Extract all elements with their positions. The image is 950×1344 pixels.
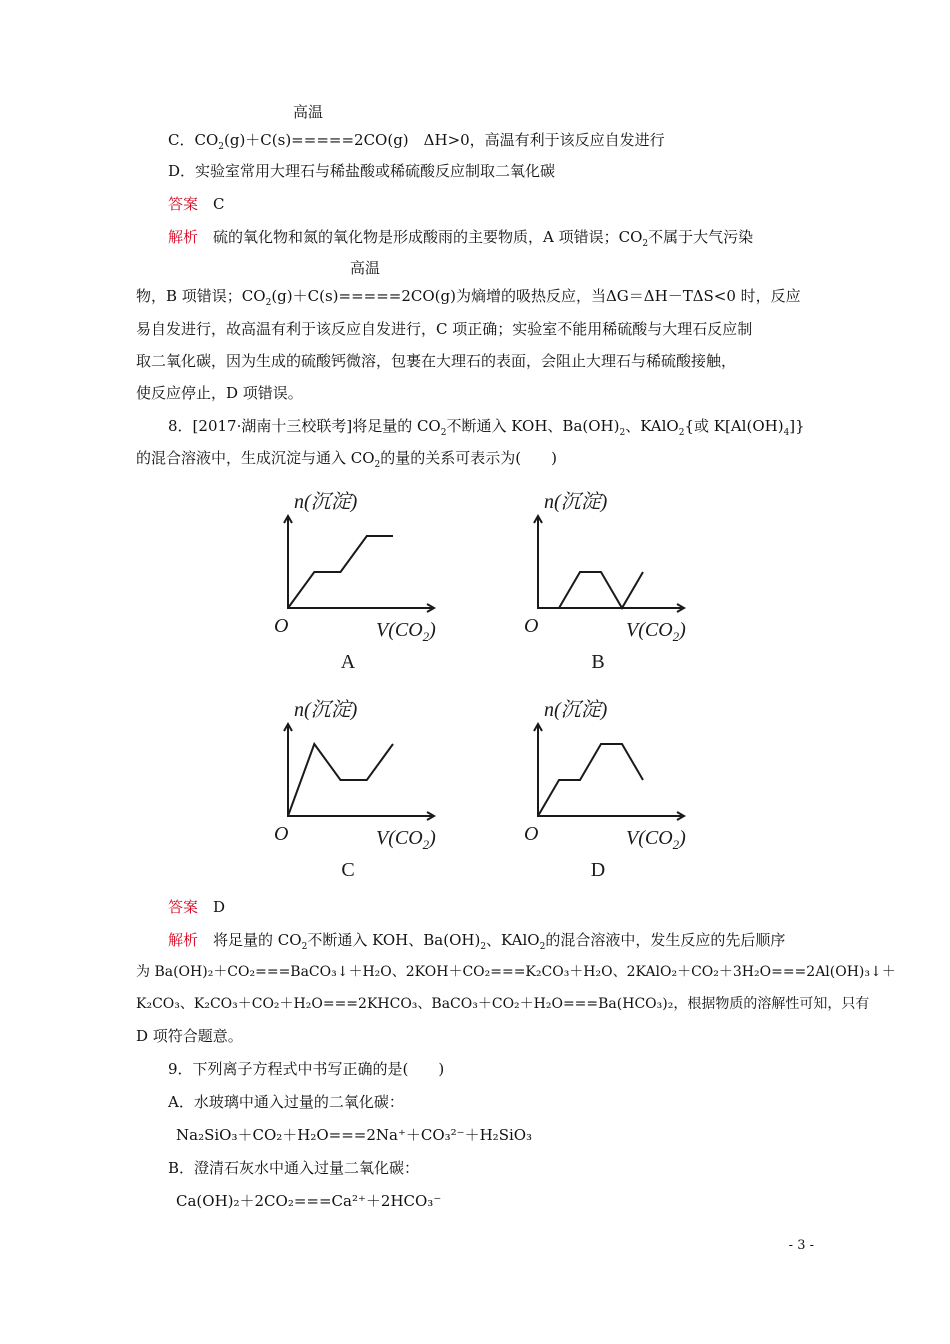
answer-value: D — [213, 898, 226, 916]
q8-analysis-line-2: 为 Ba(OH)₂＋CO₂===BaCO₃↓＋H₂O、2KOH＋CO₂===K₂CO₃＋H₂O、2KAlO₂＋CO₂＋3H₂O===2Al(OH)₃↓＋ — [136, 964, 896, 980]
panel-label: D — [590, 859, 606, 881]
graph-panel-b — [524, 491, 686, 673]
graph-options-figure — [264, 476, 718, 884]
analysis-text: 物，B 项错误；CO — [136, 287, 266, 305]
analysis-text: 硫的氧化物和氮的氧化物是形成酸雨的主要物质，A 项错误；CO — [213, 228, 643, 246]
subscript: 2 — [619, 428, 626, 438]
y-axis-label: n(沉淀) — [544, 699, 608, 721]
q8-text: 、KAlO — [625, 417, 679, 435]
q8-analysis-line-1 — [168, 930, 785, 950]
q8-answer-row — [168, 897, 225, 917]
q9-option-b: B．澄清石灰水中通入过量二氧化碳： — [168, 1159, 420, 1177]
q9-option-a: A．水玻璃中通入过量的二氧化碳： — [168, 1093, 404, 1111]
data-line — [538, 744, 643, 816]
analysis-line-4: 取二氧化碳，因为生成的硫酸钙微溶，包裹在大理石的表面，会阻止大理石与稀硫酸接触， — [136, 352, 737, 370]
gaowen-label-2: 高温 — [350, 259, 381, 277]
x-axis-label: $V(CO_2)$ — [626, 827, 686, 852]
subscript: 2 — [265, 298, 272, 308]
subscript: 2 — [440, 428, 447, 438]
subscript: 2 — [374, 460, 381, 470]
graph-options-svg — [264, 476, 718, 884]
option-c — [168, 130, 665, 150]
q8-stem-line-2 — [136, 448, 557, 468]
panel-label: B — [591, 651, 605, 673]
panel-label: C — [341, 859, 355, 881]
y-axis-label: n(沉淀) — [294, 491, 358, 513]
analysis-text-tail: (g)＋C(s)=====2CO(g)为熵增的吸热反应，当ΔG＝ΔH－TΔS<0 时，反应 — [271, 287, 801, 305]
q8-text: ]} — [789, 417, 805, 435]
x-axis-label: $V(CO_2)$ — [376, 827, 436, 852]
answer-row — [168, 194, 225, 214]
analysis-text-tail: 不属于大气污染 — [648, 228, 754, 246]
analysis-text: 将足量的 CO — [213, 931, 302, 949]
page-number: - 3 - — [788, 1238, 814, 1253]
q8-analysis-line-3: K₂CO₃、K₂CO₃＋CO₂＋H₂O===2KHCO₃、BaCO₃＋CO₂＋H₂O===Ba(HCO₃)₂，根据物质的溶解性可知，只有 — [136, 996, 870, 1012]
q8-stem-line-1 — [168, 416, 805, 436]
graph-panel-a — [274, 491, 436, 673]
data-line — [288, 744, 393, 816]
y-axis-label: n(沉淀) — [544, 491, 608, 513]
answer-label: 答案 — [168, 898, 199, 916]
subscript: 2 — [642, 239, 649, 249]
subscript: 4 — [783, 428, 790, 438]
axes — [538, 724, 684, 816]
q9-equation-a: Na₂SiO₃＋CO₂＋H₂O===2Na⁺＋CO₃²⁻＋H₂SiO₃ — [176, 1126, 533, 1144]
q9-equation-b: Ca(OH)₂＋2CO₂===Ca²⁺＋2HCO₃⁻ — [176, 1192, 442, 1210]
x-axis-label: $V(CO_2)$ — [626, 619, 686, 644]
subscript: 2 — [301, 942, 308, 952]
option-c-text: C．CO — [168, 131, 219, 149]
data-line — [538, 572, 643, 608]
subscript: 2 — [218, 142, 224, 152]
analysis-line-2 — [136, 286, 801, 306]
axes — [288, 724, 434, 816]
analysis-line-3: 易自发进行，故高温有利于该反应自发进行，C 项正确；实验室不能用稀硫酸与大理石反应制 — [136, 320, 753, 338]
subscript: 2 — [480, 942, 487, 952]
origin-label: O — [274, 823, 289, 845]
x-axis-label: $V(CO_2)$ — [376, 619, 436, 644]
subscript: 2 — [678, 428, 685, 438]
option-c-text-tail: (g)＋C(s)=====2CO(g) ΔH>0，高温有利于该反应自发进行 — [224, 131, 665, 149]
q8-text: 的量的关系可表示为( ) — [380, 449, 557, 467]
q9-stem: 9．下列离子方程式中书写正确的是( ) — [168, 1060, 445, 1078]
answer-value: C — [213, 195, 225, 213]
gaowen-label: 高温 — [293, 103, 324, 121]
y-axis-label: n(沉淀) — [294, 699, 358, 721]
analysis-text: 的混合溶液中，发生反应的先后顺序 — [545, 931, 786, 949]
analysis-label: 解析 — [168, 228, 199, 246]
q8-text: 不断通入 KOH、Ba(OH) — [446, 417, 620, 435]
q8-analysis-line-4: D 项符合题意。 — [136, 1027, 243, 1045]
data-line — [288, 536, 393, 608]
analysis-label: 解析 — [168, 931, 199, 949]
subscript: 2 — [539, 942, 546, 952]
graph-panel-c — [274, 699, 436, 881]
panel-label: A — [340, 651, 356, 673]
analysis-text: 不断通入 KOH、Ba(OH) — [307, 931, 481, 949]
axes — [538, 516, 684, 608]
analysis-text: 、KAlO — [486, 931, 540, 949]
answer-label: 答案 — [168, 195, 199, 213]
q8-text: 8．[2017·湖南十三校联考]将足量的 CO — [168, 417, 441, 435]
analysis-line-1 — [168, 227, 753, 247]
q8-text: 的混合溶液中，生成沉淀与通入 CO — [136, 449, 375, 467]
graph-panel-d — [524, 699, 686, 881]
origin-label: O — [274, 615, 289, 637]
origin-label: O — [524, 615, 539, 637]
axes — [288, 516, 434, 608]
q8-text: {或 K[Al(OH) — [684, 417, 784, 435]
option-d: D．实验室常用大理石与稀盐酸或稀硫酸反应制取二氧化碳 — [168, 162, 556, 180]
origin-label: O — [524, 823, 539, 845]
analysis-line-5: 使反应停止，D 项错误。 — [136, 384, 303, 402]
